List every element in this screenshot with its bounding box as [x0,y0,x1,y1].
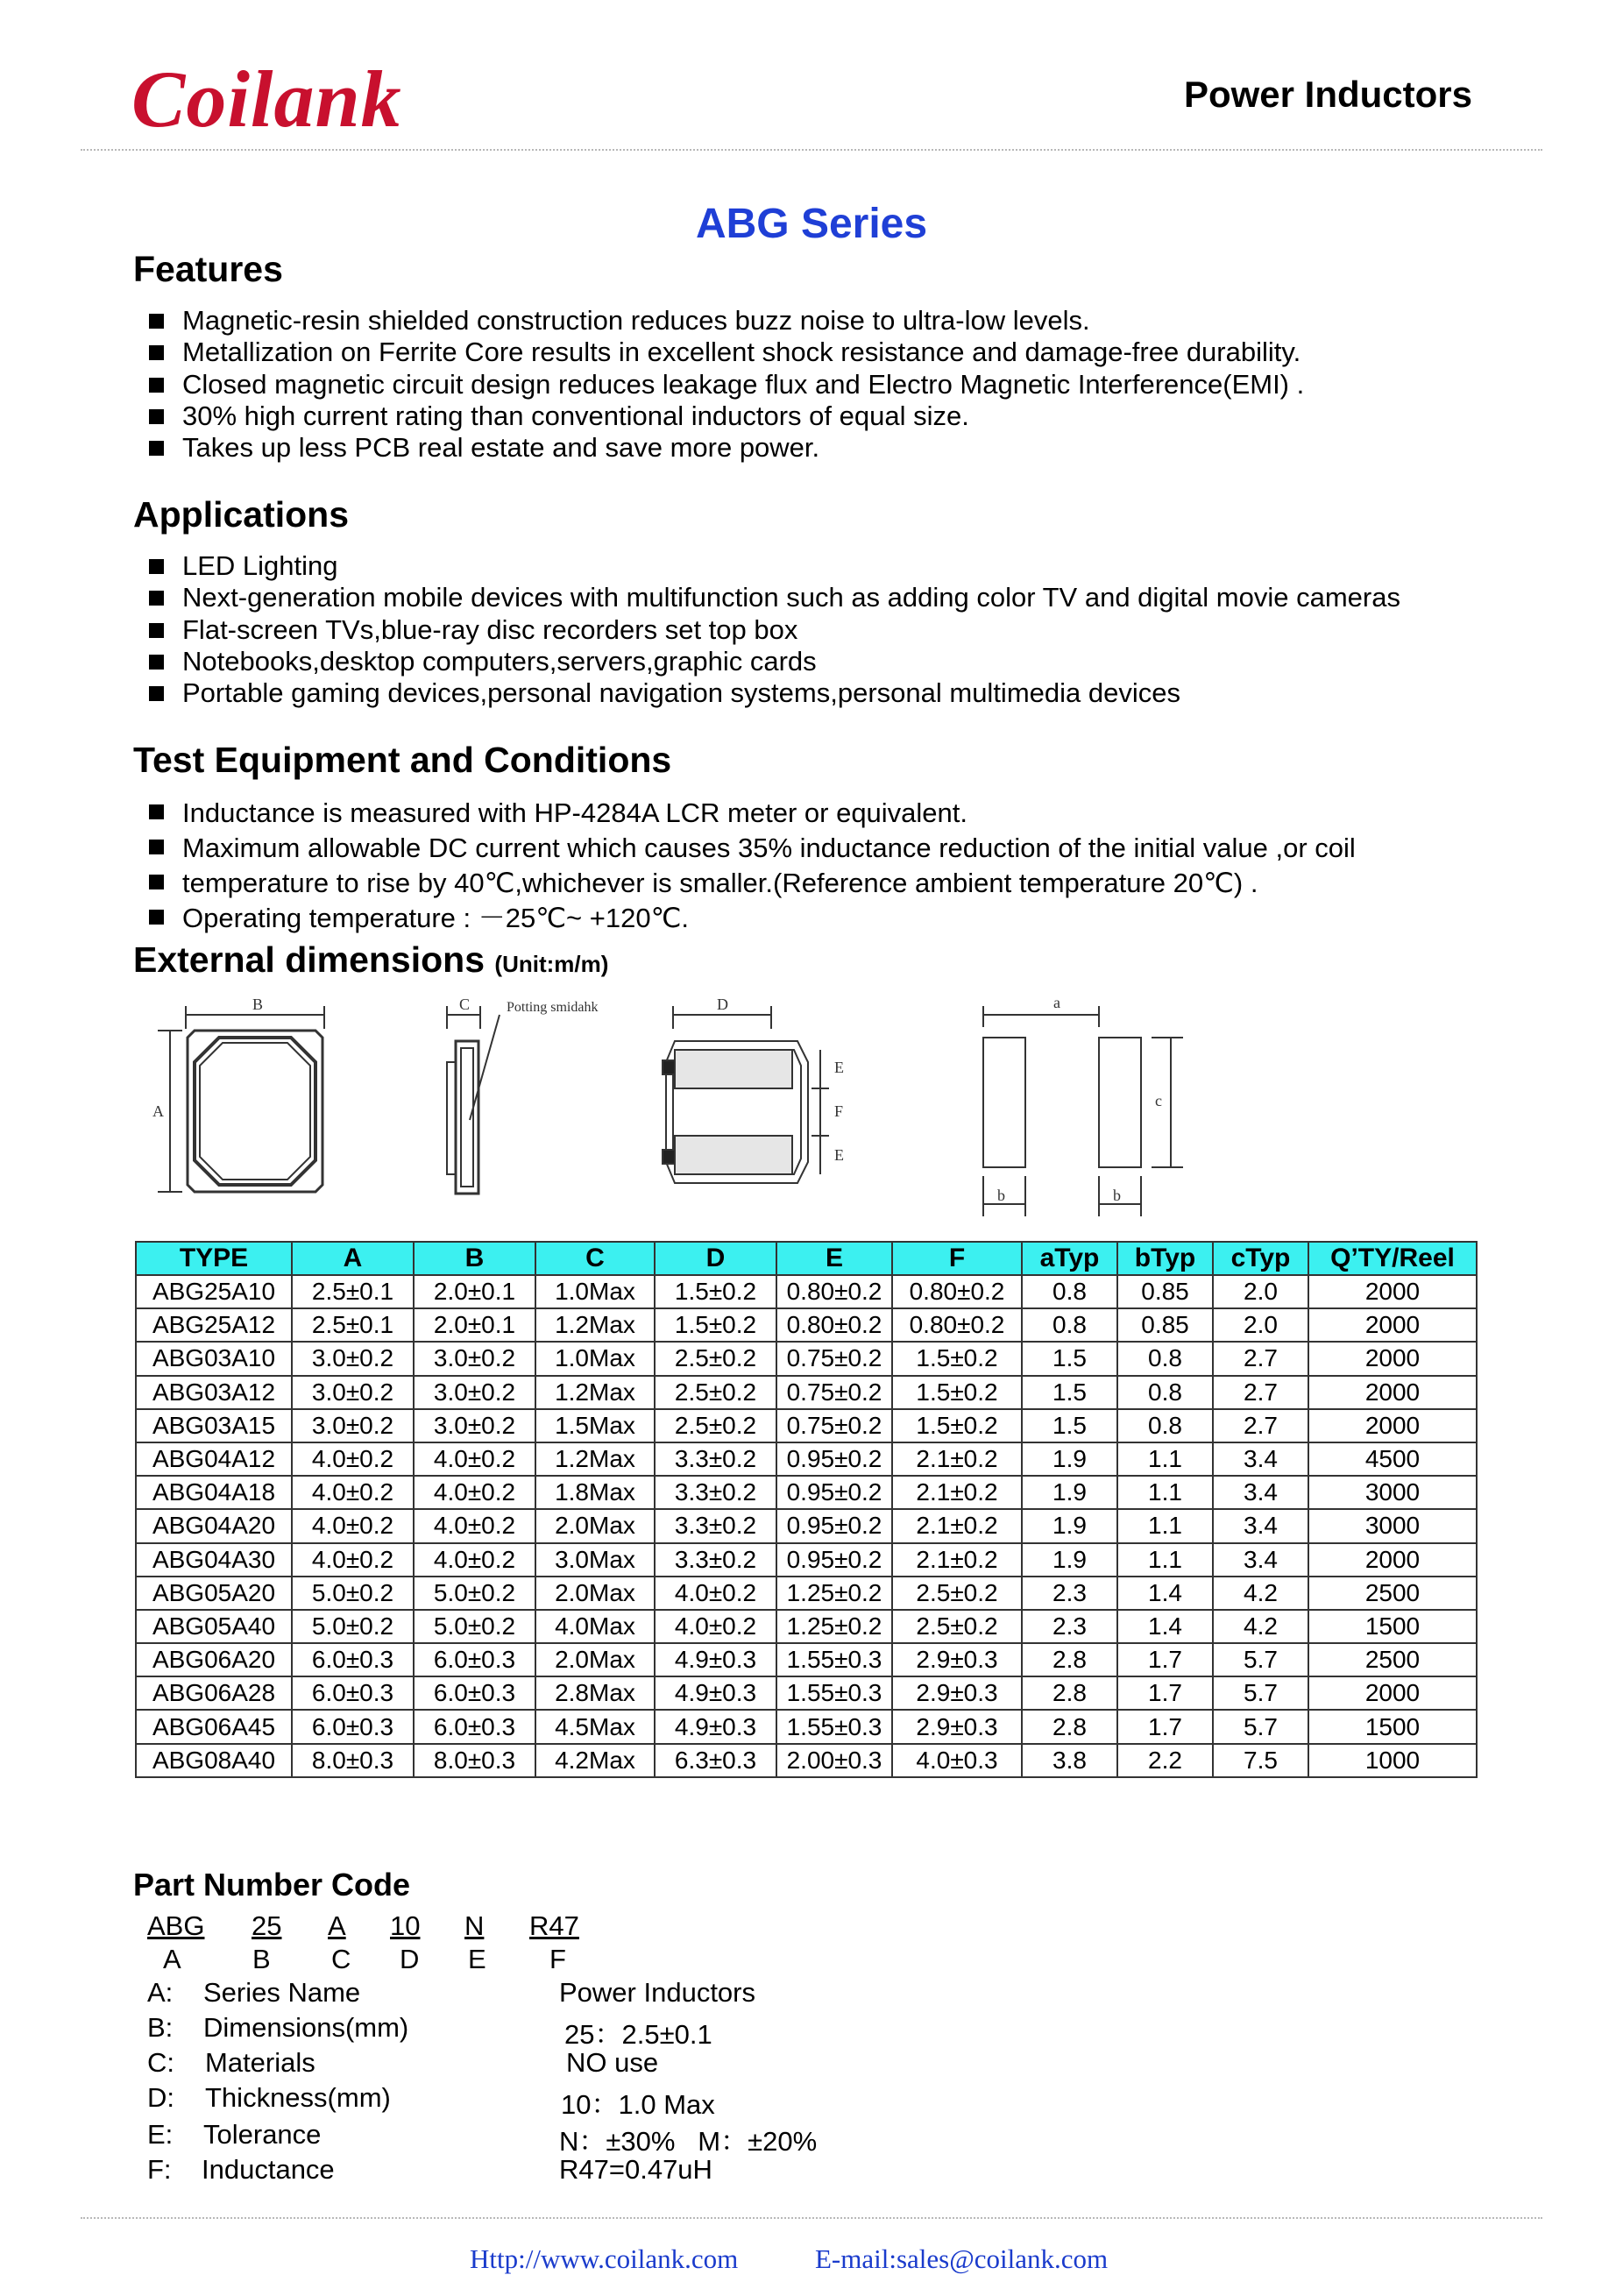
table-cell: 3.0±0.2 [414,1376,535,1409]
table-header-row [136,1242,1477,1275]
test-condition-item: Inductance is measured with HP-4284A LCR meter or equivalent. [182,796,1356,831]
table-cell: 2000 [1308,1376,1477,1409]
bullet-square-icon [149,314,164,329]
table-cell: 2.00±0.3 [776,1744,892,1777]
application-item: Flat-screen TVs,blue-ray disc recorders set top box [182,614,1400,646]
table-cell: 1.9 [1022,1476,1117,1509]
table-cell: 2.9±0.3 [892,1676,1022,1710]
table-cell: 2.8 [1022,1676,1117,1710]
table-cell: 2.7 [1213,1342,1308,1375]
table-cell: 1.5 [1022,1342,1117,1375]
bullet-square-icon [149,441,164,456]
table-cell: 1.5±0.2 [892,1342,1022,1375]
top-view-drawing [158,1006,324,1192]
table-cell: 3.0±0.2 [292,1409,414,1442]
table-header-cell: E [776,1242,892,1275]
table-cell: 2000 [1308,1543,1477,1577]
table-cell: 4.0±0.2 [414,1509,535,1542]
pn-letter: B [252,1944,271,1974]
table-cell: 1500 [1308,1710,1477,1743]
table-cell: 2.8Max [535,1676,655,1710]
table-cell: 4.0±0.2 [292,1543,414,1577]
table-cell: 4.0±0.2 [655,1610,776,1643]
table-cell: 4.9±0.3 [655,1676,776,1710]
label-E-bottom: E [834,1146,844,1164]
land-pattern-drawing [983,1006,1183,1216]
table-cell: 1.2Max [535,1308,655,1342]
table-row [136,1509,1477,1542]
table-cell: 5.7 [1213,1710,1308,1743]
table-cell: 0.80±0.2 [892,1275,1022,1308]
applications-title: Applications [133,494,350,535]
table-cell: 1.5 [1022,1409,1117,1442]
table-cell: 2.2 [1117,1744,1213,1777]
table-cell: 1.5±0.2 [892,1409,1022,1442]
test-condition-item: Operating temperature : －25℃~ +120℃. [182,901,1356,936]
table-cell: 6.3±0.3 [655,1744,776,1777]
dimension-drawings [149,989,1201,1225]
table-row [136,1409,1477,1442]
type-cell: ABG03A10 [136,1342,292,1375]
table-cell: 4.2 [1213,1577,1308,1610]
dimensions-title: External dimensions (Unit:m/m) [133,939,609,980]
pn-code-thickness: 10 [390,1910,421,1941]
table-cell: 2.5±0.2 [655,1376,776,1409]
table-cell: 2.0Max [535,1577,655,1610]
dimension-table [135,1241,1478,1778]
type-cell: ABG25A10 [136,1275,292,1308]
table-header-cell: TYPE [136,1242,292,1275]
test-conditions-list [182,796,1356,936]
table-cell: 6.0±0.3 [292,1676,414,1710]
table-cell: 1.9 [1022,1442,1117,1476]
application-item: Notebooks,desktop computers,servers,graphic cards [182,646,1400,677]
table-cell: 2000 [1308,1275,1477,1308]
label-E-top: E [834,1059,844,1076]
table-cell: 6.0±0.3 [414,1643,535,1676]
feature-item: Metallization on Ferrite Core results in excellent shock resistance and damage-free durability. [182,337,1304,368]
table-cell: 4.9±0.3 [655,1710,776,1743]
table-cell: 6.0±0.3 [292,1643,414,1676]
table-cell: 3.4 [1213,1509,1308,1542]
table-cell: 0.95±0.2 [776,1476,892,1509]
table-cell: 5.7 [1213,1676,1308,1710]
table-cell: 8.0±0.3 [292,1744,414,1777]
table-cell: 1.5 [1022,1376,1117,1409]
table-cell: 6.0±0.3 [292,1710,414,1743]
bullet-square-icon [149,559,164,574]
table-cell: 2.5±0.2 [655,1409,776,1442]
label-c: c [1155,1092,1162,1109]
pn-row-dimensions: B: Dimensions(mm) 25：2.5±0.1 [147,2012,712,2050]
table-cell: 8.0±0.3 [414,1744,535,1777]
pn-code-tolerance: N [464,1910,485,1941]
application-item: Next-generation mobile devices with multifunction such as adding color TV and digital movie cameras [182,582,1400,613]
header-title: Power Inductors [1183,74,1472,115]
table-cell: 3.8 [1022,1744,1117,1777]
table-row [136,1710,1477,1743]
table-cell: 0.8 [1022,1275,1117,1308]
label-potting: Potting smidahk [507,1000,599,1015]
table-cell: 1.55±0.3 [776,1676,892,1710]
pn-row-series: A: Series Name Power Inductors [147,1977,755,2008]
table-cell: 3.0±0.2 [292,1342,414,1375]
pn-letter: A [163,1944,181,1974]
table-cell: 4.0±0.2 [414,1442,535,1476]
table-cell: 1.7 [1117,1643,1213,1676]
table-cell: 5.0±0.2 [414,1610,535,1643]
table-cell: 3.3±0.2 [655,1476,776,1509]
table-cell: 1.8Max [535,1476,655,1509]
side-view-drawing [447,1006,500,1194]
bottom-view-drawing [663,1006,829,1183]
bullet-square-icon [149,345,164,360]
table-cell: 2.8 [1022,1643,1117,1676]
label-F: F [834,1102,844,1120]
table-cell: 0.85 [1117,1308,1213,1342]
company-logo: Coilank [131,54,402,144]
table-cell: 4.0±0.2 [414,1543,535,1577]
bullet-square-icon [149,591,164,606]
pn-row-thickness: D: Thickness(mm) 10：1.0 Max [147,2082,715,2120]
table-cell: 5.7 [1213,1643,1308,1676]
table-cell: 1.2Max [535,1442,655,1476]
table-row [136,1442,1477,1476]
table-cell: 2.0Max [535,1643,655,1676]
table-header-cell: F [892,1242,1022,1275]
bullet-square-icon [149,875,164,889]
table-cell: 3.0±0.2 [414,1342,535,1375]
table-cell: 1.25±0.2 [776,1610,892,1643]
table-row [136,1577,1477,1610]
table-cell: 2000 [1308,1409,1477,1442]
table-cell: 1.4 [1117,1577,1213,1610]
type-cell: ABG08A40 [136,1744,292,1777]
table-cell: 3.0Max [535,1543,655,1577]
table-cell: 2.9±0.3 [892,1710,1022,1743]
pn-letter: D [400,1944,420,1974]
table-cell: 0.85 [1117,1275,1213,1308]
table-cell: 5.0±0.2 [292,1577,414,1610]
table-header-cell: A [292,1242,414,1275]
table-cell: 4.0±0.2 [292,1476,414,1509]
table-cell: 0.95±0.2 [776,1442,892,1476]
email-link[interactable]: E-mail:sales@coilank.com [815,2243,1109,2274]
label-a: a [1053,994,1060,1011]
table-cell: 0.80±0.2 [776,1275,892,1308]
table-cell: 1.1 [1117,1442,1213,1476]
label-b-right: b [1113,1187,1121,1204]
table-cell: 3.4 [1213,1476,1308,1509]
test-condition-item: temperature to rise by 40℃,whichever is smaller.(Reference ambient temperature 20℃) . [182,866,1356,901]
table-row [136,1275,1477,1308]
table-cell: 1.0Max [535,1342,655,1375]
table-cell: 0.8 [1117,1409,1213,1442]
table-cell: 2500 [1308,1643,1477,1676]
table-cell: 2.1±0.2 [892,1543,1022,1577]
table-cell: 2.7 [1213,1376,1308,1409]
label-A: A [152,1102,164,1120]
pn-row-materials: C: Materials NO use [147,2047,659,2078]
table-header-cell: C [535,1242,655,1275]
table-cell: 0.95±0.2 [776,1509,892,1542]
table-cell: 5.0±0.2 [292,1610,414,1643]
application-item: Portable gaming devices,personal navigation systems,personal multimedia devices [182,677,1400,709]
table-cell: 4.0±0.3 [892,1744,1022,1777]
type-cell: ABG05A40 [136,1610,292,1643]
table-cell: 2.1±0.2 [892,1509,1022,1542]
type-cell: ABG04A20 [136,1509,292,1542]
table-cell: 2.0 [1213,1275,1308,1308]
table-cell: 0.75±0.2 [776,1376,892,1409]
bullet-square-icon [149,623,164,638]
table-cell: 2.0±0.1 [414,1275,535,1308]
table-cell: 0.95±0.2 [776,1543,892,1577]
table-row [136,1610,1477,1643]
table-cell: 1.55±0.3 [776,1643,892,1676]
table-row [136,1376,1477,1409]
table-cell: 0.80±0.2 [892,1308,1022,1342]
type-cell: ABG06A45 [136,1710,292,1743]
table-cell: 2000 [1308,1342,1477,1375]
table-cell: 1.0Max [535,1275,655,1308]
table-cell: 6.0±0.3 [414,1676,535,1710]
table-cell: 2.3 [1022,1610,1117,1643]
table-cell: 4.2Max [535,1744,655,1777]
table-cell: 2.0±0.1 [414,1308,535,1342]
pn-letter: E [468,1944,486,1974]
table-cell: 3.4 [1213,1442,1308,1476]
table-cell: 1.4 [1117,1610,1213,1643]
table-cell: 7.5 [1213,1744,1308,1777]
table-cell: 1.9 [1022,1509,1117,1542]
bullet-square-icon [149,409,164,424]
table-cell: 2.5±0.2 [655,1342,776,1375]
table-cell: 4.0±0.2 [414,1476,535,1509]
part-number-title: Part Number Code [133,1867,411,1903]
table-cell: 1.25±0.2 [776,1577,892,1610]
unit-label: (Unit:m/m) [494,951,609,977]
table-cell: 4.9±0.3 [655,1643,776,1676]
bullet-square-icon [149,910,164,925]
table-cell: 2000 [1308,1308,1477,1342]
table-cell: 3000 [1308,1509,1477,1542]
label-b-left: b [997,1187,1005,1204]
table-header-cell: Q’TY/Reel [1308,1242,1477,1275]
bullet-square-icon [149,840,164,854]
table-cell: 3.3±0.2 [655,1543,776,1577]
label-D: D [717,996,728,1013]
pn-row-tolerance: E: Tolerance N：±30% M：±20% [147,2119,818,2157]
table-cell: 1.5±0.2 [655,1308,776,1342]
table-cell: 2.0Max [535,1509,655,1542]
table-row [136,1342,1477,1375]
type-cell: ABG04A18 [136,1476,292,1509]
table-cell: 0.75±0.2 [776,1342,892,1375]
pn-code-series: ABG [147,1910,205,1941]
bullet-square-icon [149,655,164,670]
table-cell: 3.3±0.2 [655,1509,776,1542]
table-cell: 1.7 [1117,1710,1213,1743]
label-C: C [459,996,471,1013]
table-row [136,1744,1477,1777]
table-cell: 4.2 [1213,1610,1308,1643]
table-cell: 0.8 [1022,1308,1117,1342]
features-title: Features [133,249,283,289]
table-cell: 5.0±0.2 [414,1577,535,1610]
type-cell: ABG04A30 [136,1543,292,1577]
table-cell: 0.75±0.2 [776,1409,892,1442]
pn-code-dimension: 25 [252,1910,282,1941]
table-cell: 1.5±0.2 [892,1376,1022,1409]
application-item: LED Lighting [182,550,1400,582]
table-cell: 2.5±0.1 [292,1275,414,1308]
table-header-cell: B [414,1242,535,1275]
type-cell: ABG03A12 [136,1376,292,1409]
test-condition-item: Maximum allowable DC current which causes 35% inductance reduction of the initial value ,or coil [182,831,1356,866]
type-cell: ABG04A12 [136,1442,292,1476]
test-conditions-title: Test Equipment and Conditions [133,740,672,780]
table-cell: 1.1 [1117,1509,1213,1542]
bullet-square-icon [149,378,164,393]
table-cell: 3000 [1308,1476,1477,1509]
table-cell: 0.80±0.2 [776,1308,892,1342]
table-row [136,1308,1477,1342]
pn-code-inductance: R47 [529,1910,579,1941]
type-cell: ABG25A12 [136,1308,292,1342]
series-title: ABG Series [695,201,928,247]
table-cell: 3.4 [1213,1543,1308,1577]
pn-row-inductance: F: Inductance R47=0.47uH [147,2154,712,2185]
table-cell: 1.9 [1022,1543,1117,1577]
table-cell: 0.8 [1117,1342,1213,1375]
table-cell: 2.0 [1213,1308,1308,1342]
table-cell: 1500 [1308,1610,1477,1643]
features-list [182,305,1304,464]
table-cell: 1.1 [1117,1543,1213,1577]
type-cell: ABG05A20 [136,1577,292,1610]
table-header-cell: aTyp [1022,1242,1117,1275]
table-cell: 3.3±0.2 [655,1442,776,1476]
feature-item: Closed magnetic circuit design reduces leakage flux and Electro Magnetic Interference(EMI) . [182,369,1304,400]
table-cell: 2500 [1308,1577,1477,1610]
table-cell: 0.8 [1117,1376,1213,1409]
label-B: B [252,996,264,1013]
table-header-cell: D [655,1242,776,1275]
applications-list [182,550,1400,709]
table-cell: 2.7 [1213,1409,1308,1442]
table-cell: 2.9±0.3 [892,1643,1022,1676]
table-cell: 1.1 [1117,1476,1213,1509]
footer-divider [81,2217,1542,2219]
website-link[interactable]: Http://www.coilank.com [470,2243,739,2274]
type-cell: ABG03A15 [136,1409,292,1442]
header-divider [81,149,1542,151]
table-cell: 3.0±0.2 [292,1376,414,1409]
feature-item: Takes up less PCB real estate and save more power. [182,432,1304,464]
pn-code-material: A [328,1910,346,1941]
table-cell: 2.5±0.2 [892,1577,1022,1610]
table-cell: 1000 [1308,1744,1477,1777]
feature-item: 30% high current rating than conventional inductors of equal size. [182,400,1304,432]
table-cell: 4.0±0.2 [292,1509,414,1542]
table-row [136,1476,1477,1509]
table-cell: 2.1±0.2 [892,1442,1022,1476]
table-cell: 2.5±0.1 [292,1308,414,1342]
bullet-square-icon [149,804,164,819]
table-row [136,1543,1477,1577]
table-cell: 1.55±0.3 [776,1710,892,1743]
pn-letter: F [549,1944,566,1974]
table-cell: 2.1±0.2 [892,1476,1022,1509]
table-cell: 2.3 [1022,1577,1117,1610]
table-row [136,1676,1477,1710]
table-body [136,1275,1477,1777]
table-cell: 6.0±0.3 [414,1710,535,1743]
feature-item: Magnetic-resin shielded construction reduces buzz noise to ultra-low levels. [182,305,1304,337]
table-cell: 4.0±0.2 [655,1577,776,1610]
type-cell: ABG06A28 [136,1676,292,1710]
table-cell: 2000 [1308,1676,1477,1710]
table-cell: 1.5Max [535,1409,655,1442]
table-cell: 4.0±0.2 [292,1442,414,1476]
table-cell: 4.5Max [535,1710,655,1743]
table-cell: 2.8 [1022,1710,1117,1743]
table-cell: 2.5±0.2 [892,1610,1022,1643]
table-cell: 1.2Max [535,1376,655,1409]
table-cell: 4.0Max [535,1610,655,1643]
table-header-cell: bTyp [1117,1242,1213,1275]
table-header-cell: cTyp [1213,1242,1308,1275]
table-cell: 3.0±0.2 [414,1409,535,1442]
table-cell: 4500 [1308,1442,1477,1476]
bullet-square-icon [149,686,164,701]
table-row [136,1643,1477,1676]
table-cell: 1.5±0.2 [655,1275,776,1308]
pn-letter: C [331,1944,351,1974]
table-cell: 1.7 [1117,1676,1213,1710]
type-cell: ABG06A20 [136,1643,292,1676]
